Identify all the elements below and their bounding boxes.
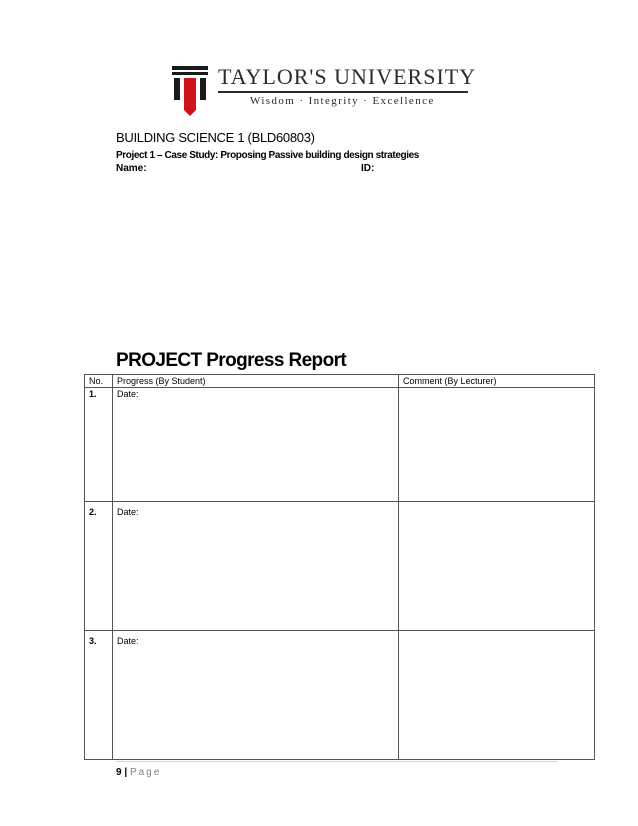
page-footer	[116, 767, 161, 778]
column-header-no: No.	[85, 375, 113, 388]
logo-tagline: Wisdom · Integrity · Excellence	[250, 95, 435, 107]
course-title: BUILDING SCIENCE 1 (BLD60803)	[116, 130, 315, 145]
university-logo	[170, 64, 477, 120]
footer-separator: |	[124, 767, 128, 778]
progress-report-table	[84, 374, 595, 760]
column-header-progress: Progress (By Student)	[113, 375, 399, 388]
name-label: Name:	[116, 163, 147, 174]
table-row	[85, 388, 595, 502]
id-label: ID:	[361, 163, 375, 174]
table-header-row	[85, 375, 595, 388]
logo-divider	[218, 91, 468, 93]
comment-cell	[399, 388, 595, 502]
progress-cell: Date:	[113, 388, 399, 502]
footer-divider	[116, 761, 558, 762]
page-number: 9	[116, 767, 122, 778]
comment-cell	[399, 502, 595, 631]
university-crest-icon	[170, 64, 210, 120]
project-title: Project 1 – Case Study: Proposing Passive building design strategies	[116, 150, 419, 161]
page-word: Page	[129, 767, 162, 778]
table-row	[85, 631, 595, 760]
report-title: PROJECT Progress Report	[116, 350, 347, 371]
progress-cell: Date:	[113, 502, 399, 631]
logo-name: TAYLOR'S UNIVERSITY	[218, 64, 477, 89]
row-number: 2.	[85, 502, 113, 631]
progress-cell: Date:	[113, 631, 399, 760]
column-header-comment: Comment (By Lecturer)	[399, 375, 595, 388]
row-number: 1.	[85, 388, 113, 502]
comment-cell	[399, 631, 595, 760]
row-number: 3.	[85, 631, 113, 760]
table-row	[85, 502, 595, 631]
